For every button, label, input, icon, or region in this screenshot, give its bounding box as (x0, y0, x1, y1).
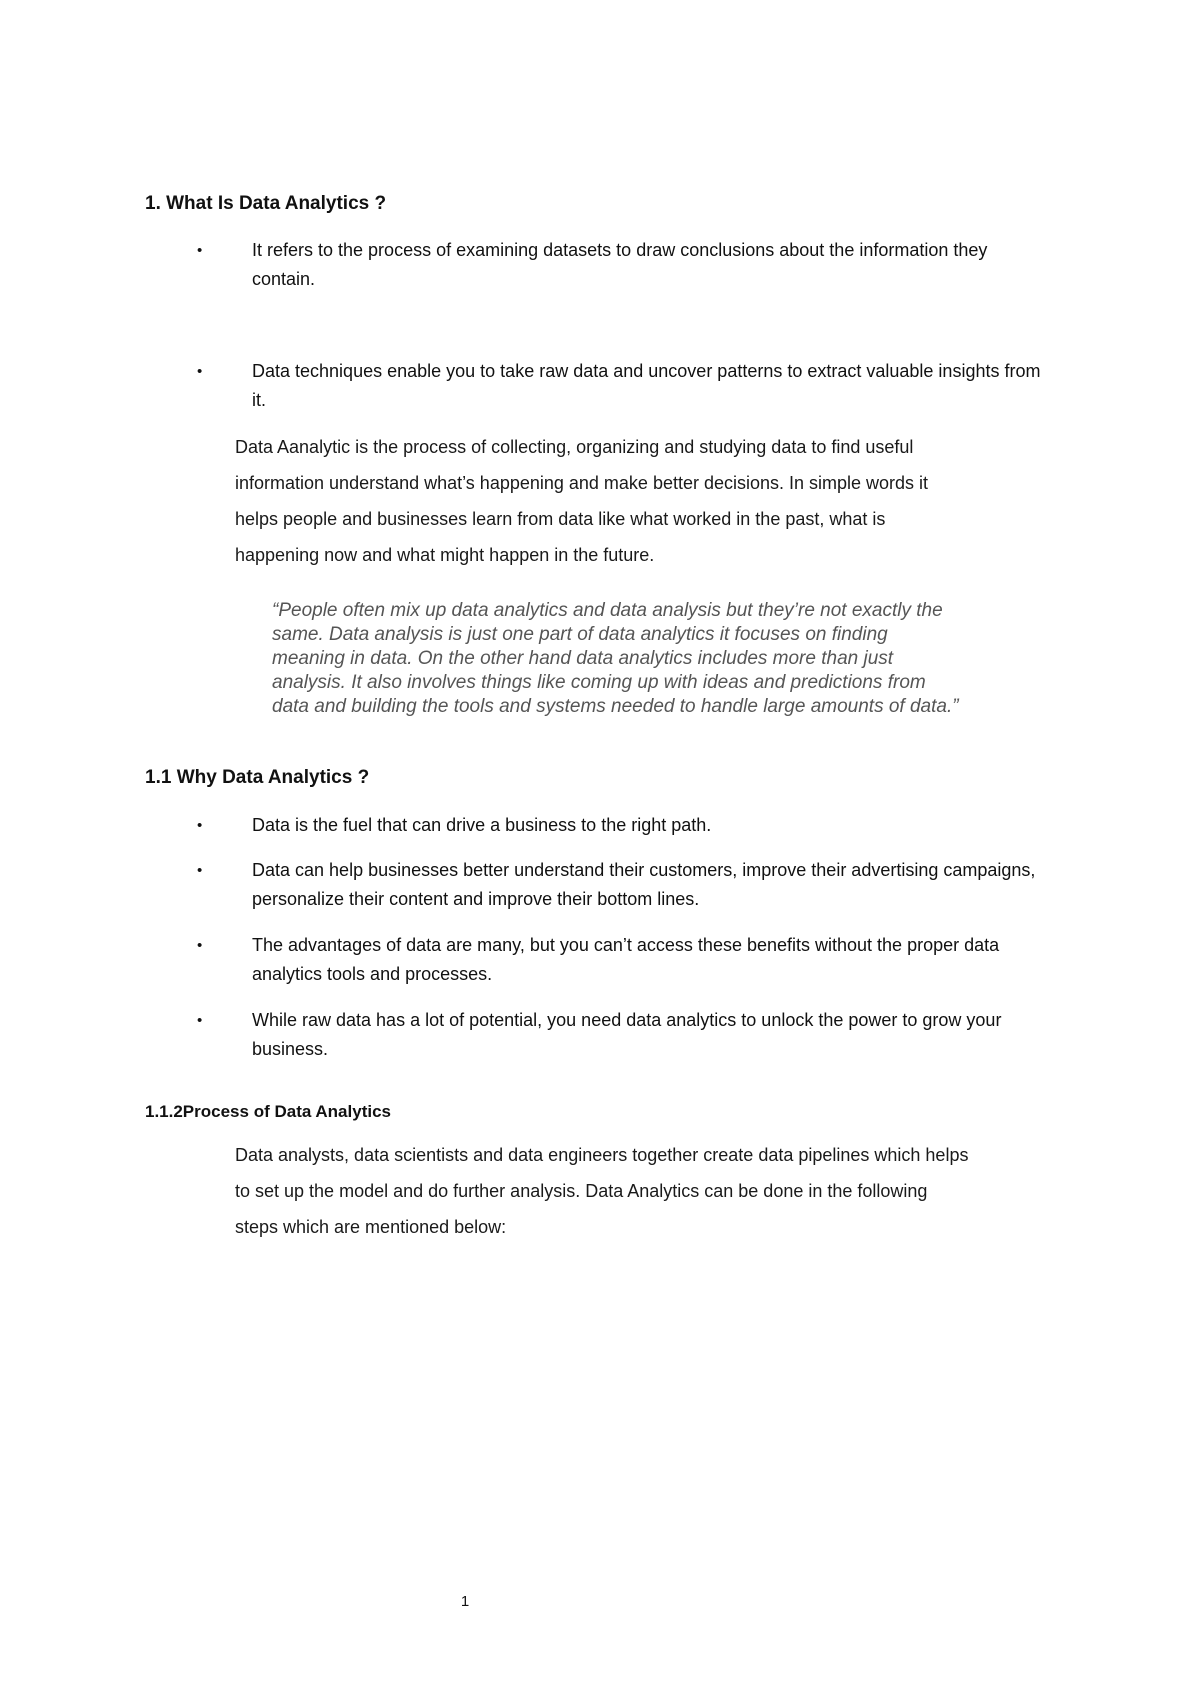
quote-block: “People often mix up data analytics and data analysis but they’re not exactly the same. Data analysis is just one part of data analytics it focuses on finding meaning in data. On the other hand data analytics includes more than just analysis. It also involves things like coming up with ideas and predictions from data and building the tools and systems needed to handle large amounts of data.” (272, 600, 959, 717)
bullet-text: While raw data has a lot of potential, you need data analytics to unlock the power to grow your business. (252, 1010, 1002, 1059)
definition-paragraph: Data Aanalytic is the process of collecting, organizing and studying data to find useful information understand what’s happening and make better decisions. In simple words it helps people and businesses learn from data like what worked in the past, what is happening now and what might happen in the future. (235, 437, 929, 565)
bullet-text: Data is the fuel that can drive a business to the right path. (252, 815, 712, 835)
bullet-dot: • (197, 242, 203, 259)
bullet-dot: • (197, 862, 203, 879)
bullet-dot: • (197, 937, 203, 954)
section-heading-why-data-analytics: 1.1 Why Data Analytics ? (145, 767, 370, 788)
bullet-dot: • (197, 1012, 203, 1029)
page-number: 1 (460, 1593, 470, 1610)
bullet-dot: • (197, 363, 203, 380)
bullet-dot: • (197, 817, 203, 834)
bullet-text: The advantages of data are many, but you can’t access these benefits without the proper data analytics tools and processes. (252, 935, 1000, 984)
bullet-text: Data can help businesses better understand their customers, improve their advertising campaigns, personalize their content and improve their bottom lines. (252, 860, 1036, 909)
bullet-text: It refers to the process of examining datasets to draw conclusions about the information they contain. (252, 240, 988, 289)
section-heading-process-of-data-analytics: 1.1.2Process of Data Analytics (145, 1102, 391, 1121)
bullet-text: Data techniques enable you to take raw data and uncover patterns to extract valuable insights from it. (252, 361, 1041, 410)
section-heading-what-is-data-analytics: 1. What Is Data Analytics ? (145, 193, 387, 214)
process-paragraph: Data analysts, data scientists and data engineers together create data pipelines which helps to set up the model and do further analysis. Data Analytics can be done in the following steps which are mentioned below: (235, 1145, 969, 1237)
